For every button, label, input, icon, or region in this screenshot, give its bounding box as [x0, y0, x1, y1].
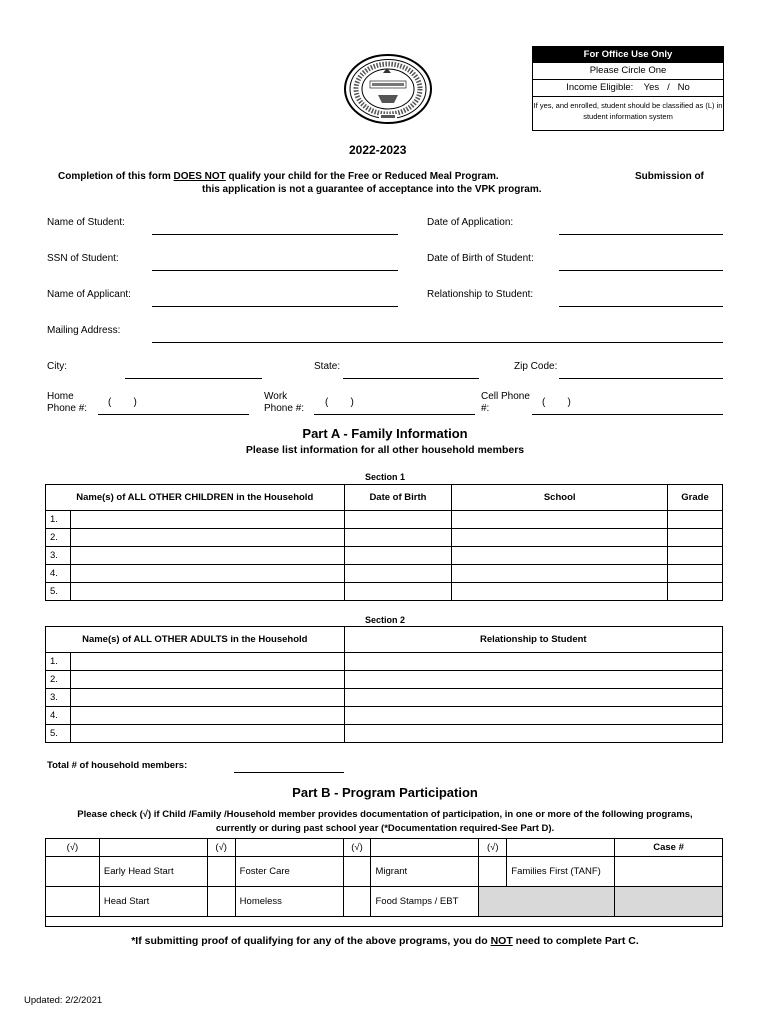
adult-name-cell[interactable]	[70, 707, 344, 725]
child-school-cell[interactable]	[452, 583, 668, 601]
adult-name-cell[interactable]	[70, 725, 344, 743]
ssn-label: SSN of Student:	[47, 253, 119, 264]
children-table	[45, 484, 723, 601]
child-name-cell[interactable]	[70, 565, 344, 583]
circle-one-label: Please Circle One	[533, 63, 723, 80]
check-header: (√)	[207, 839, 235, 857]
date-of-application-field[interactable]	[559, 234, 723, 235]
case-number-header: Case #	[615, 839, 723, 857]
mailing-address-label: Mailing Address:	[47, 325, 121, 336]
work-phone-label-2: Phone #:	[264, 403, 305, 414]
row-number: 3.	[46, 547, 71, 565]
child-dob-cell[interactable]	[344, 547, 452, 565]
section-1-label: Section 1	[364, 472, 405, 482]
intro-text-c: qualify your child for the Free or Reduced Meal Program.	[225, 171, 499, 182]
tanf-checkbox[interactable]	[479, 857, 507, 887]
adults-name-header: Name(s) of ALL OTHER ADULTS in the Household	[46, 627, 345, 653]
state-field[interactable]	[343, 378, 479, 379]
child-dob-cell[interactable]	[344, 583, 452, 601]
child-dob-cell[interactable]	[344, 511, 452, 529]
children-grade-header: Grade	[668, 485, 723, 511]
home-phone-field[interactable]	[98, 414, 249, 415]
intro-line-1	[58, 171, 499, 182]
children-school-header: School	[452, 485, 668, 511]
relationship-label: Relationship to Student:	[427, 289, 534, 300]
intro-does-not: DOES NOT	[173, 171, 226, 182]
shaded-cell	[615, 887, 723, 917]
intro-submission-of: Submission of	[635, 171, 704, 182]
adult-name-cell[interactable]	[70, 689, 344, 707]
part-b-footnote	[0, 935, 770, 947]
migrant-checkbox[interactable]	[343, 857, 371, 887]
spacer-row	[46, 917, 723, 927]
adult-name-cell[interactable]	[70, 671, 344, 689]
table-row	[46, 689, 723, 707]
children-dob-header: Date of Birth	[344, 485, 452, 511]
cell-phone-field[interactable]	[532, 414, 723, 415]
adult-name-cell[interactable]	[70, 653, 344, 671]
part-a-title: Part A - Family Information	[302, 426, 468, 441]
child-school-cell[interactable]	[452, 511, 668, 529]
name-of-student-label: Name of Student:	[47, 217, 125, 228]
office-use-title: For Office Use Only	[533, 47, 723, 63]
table-row	[46, 511, 723, 529]
home-phone-label-2: Phone #:	[47, 403, 88, 414]
foster-care-checkbox[interactable]	[207, 857, 235, 887]
adult-relationship-cell[interactable]	[344, 653, 722, 671]
child-dob-cell[interactable]	[344, 565, 452, 583]
row-number: 1.	[46, 511, 71, 529]
relationship-field[interactable]	[559, 306, 723, 307]
program-head-start: Head Start	[99, 887, 207, 917]
child-name-cell[interactable]	[70, 511, 344, 529]
program-foster-care: Foster Care	[235, 857, 343, 887]
food-stamps-checkbox[interactable]	[343, 887, 371, 917]
adults-relationship-header: Relationship to Student	[344, 627, 722, 653]
child-grade-cell[interactable]	[668, 511, 723, 529]
office-note: If yes, and enrolled, student should be classified as (L) in student information system	[533, 101, 723, 121]
total-household-label: Total # of household members:	[47, 760, 188, 771]
child-school-cell[interactable]	[452, 529, 668, 547]
name-of-applicant-field[interactable]	[152, 306, 398, 307]
child-school-cell[interactable]	[452, 565, 668, 583]
table-row	[46, 671, 723, 689]
dob-field[interactable]	[559, 270, 723, 271]
cell-area-code: ( )	[542, 397, 571, 408]
adult-relationship-cell[interactable]	[344, 725, 722, 743]
programs-table	[45, 838, 723, 927]
head-start-checkbox[interactable]	[46, 887, 100, 917]
footnote-text-a: *If submitting proof of qualifying for any of the above programs, you do	[131, 935, 491, 947]
row-number: 4.	[46, 565, 71, 583]
child-school-cell[interactable]	[452, 547, 668, 565]
cell-phone-label-1: Cell Phone	[481, 391, 530, 402]
children-name-header: Name(s) of ALL OTHER CHILDREN in the Household	[46, 485, 345, 511]
form-year: 2022-2023	[349, 143, 407, 157]
child-grade-cell[interactable]	[668, 547, 723, 565]
adult-relationship-cell[interactable]	[344, 689, 722, 707]
row-number: 1.	[46, 653, 71, 671]
child-grade-cell[interactable]	[668, 565, 723, 583]
child-name-cell[interactable]	[70, 529, 344, 547]
date-of-application-label: Date of Application:	[427, 217, 514, 228]
intro-text-a: Completion of this form	[58, 171, 174, 182]
check-header: (√)	[479, 839, 507, 857]
table-row	[46, 529, 723, 547]
child-name-cell[interactable]	[70, 547, 344, 565]
name-of-student-field[interactable]	[152, 234, 398, 235]
city-label: City:	[47, 361, 67, 372]
state-label: State:	[314, 361, 341, 372]
table-row	[46, 653, 723, 671]
check-header: (√)	[343, 839, 371, 857]
dob-label: Date of Birth of Student:	[427, 253, 534, 264]
home-area-code: ( )	[108, 397, 137, 408]
early-head-start-checkbox[interactable]	[46, 857, 100, 887]
income-eligible-label: Income Eligible: Yes / No	[533, 80, 723, 97]
table-row	[46, 547, 723, 565]
table-row	[46, 725, 723, 743]
case-number-field[interactable]	[615, 857, 723, 887]
program-homeless: Homeless	[235, 887, 343, 917]
work-area-code: ( )	[325, 397, 354, 408]
footnote-text-c: need to complete Part C.	[512, 935, 639, 947]
adult-relationship-cell[interactable]	[344, 707, 722, 725]
row-number: 4.	[46, 707, 71, 725]
part-a-subtitle: Please list information for all other household members	[245, 444, 525, 456]
homeless-checkbox[interactable]	[207, 887, 235, 917]
program-migrant: Migrant	[371, 857, 479, 887]
child-dob-cell[interactable]	[344, 529, 452, 547]
part-b-title: Part B - Program Participation	[292, 785, 478, 800]
row-number: 5.	[46, 583, 71, 601]
work-phone-field[interactable]	[314, 414, 475, 415]
table-row	[46, 707, 723, 725]
total-household-field[interactable]	[234, 772, 344, 773]
work-phone-label-1: Work	[264, 391, 288, 402]
table-row	[46, 565, 723, 583]
part-b-instructions-1: Please check (√) if Child /Family /Household member provides documentation of participation, in one or more of the following programs,	[77, 809, 693, 820]
intro-line-2: this application is not a guarantee of acceptance into the VPK program.	[202, 184, 542, 195]
cell-phone-label-2: #:	[481, 403, 490, 414]
updated-date: Updated: 2/2/2021	[24, 995, 103, 1006]
footnote-not: NOT	[490, 935, 513, 947]
city-field[interactable]	[125, 378, 262, 379]
home-phone-label-1: Home	[47, 391, 74, 402]
section-2-label: Section 2	[364, 615, 405, 625]
child-grade-cell[interactable]	[668, 529, 723, 547]
adult-relationship-cell[interactable]	[344, 671, 722, 689]
office-use-box	[532, 46, 724, 131]
mailing-address-field[interactable]	[152, 342, 723, 343]
row-number: 5.	[46, 725, 71, 743]
row-number: 3.	[46, 689, 71, 707]
zip-label: Zip Code:	[514, 361, 558, 372]
shaded-cell	[479, 887, 615, 917]
table-row	[46, 583, 723, 601]
program-early-head-start: Early Head Start	[99, 857, 207, 887]
child-name-cell[interactable]	[70, 583, 344, 601]
adults-table	[45, 626, 723, 743]
state-seal-logo	[343, 53, 433, 125]
name-of-applicant-label: Name of Applicant:	[47, 289, 131, 300]
zip-field[interactable]	[559, 378, 723, 379]
program-tanf: Families First (TANF)	[507, 857, 615, 887]
program-food-stamps: Food Stamps / EBT	[371, 887, 479, 917]
part-b-instructions-2: currently or during past school year (*Documentation required-See Part D).	[215, 823, 555, 834]
check-header: (√)	[46, 839, 100, 857]
row-number: 2.	[46, 529, 71, 547]
ssn-field[interactable]	[152, 270, 398, 271]
row-number: 2.	[46, 671, 71, 689]
child-grade-cell[interactable]	[668, 583, 723, 601]
